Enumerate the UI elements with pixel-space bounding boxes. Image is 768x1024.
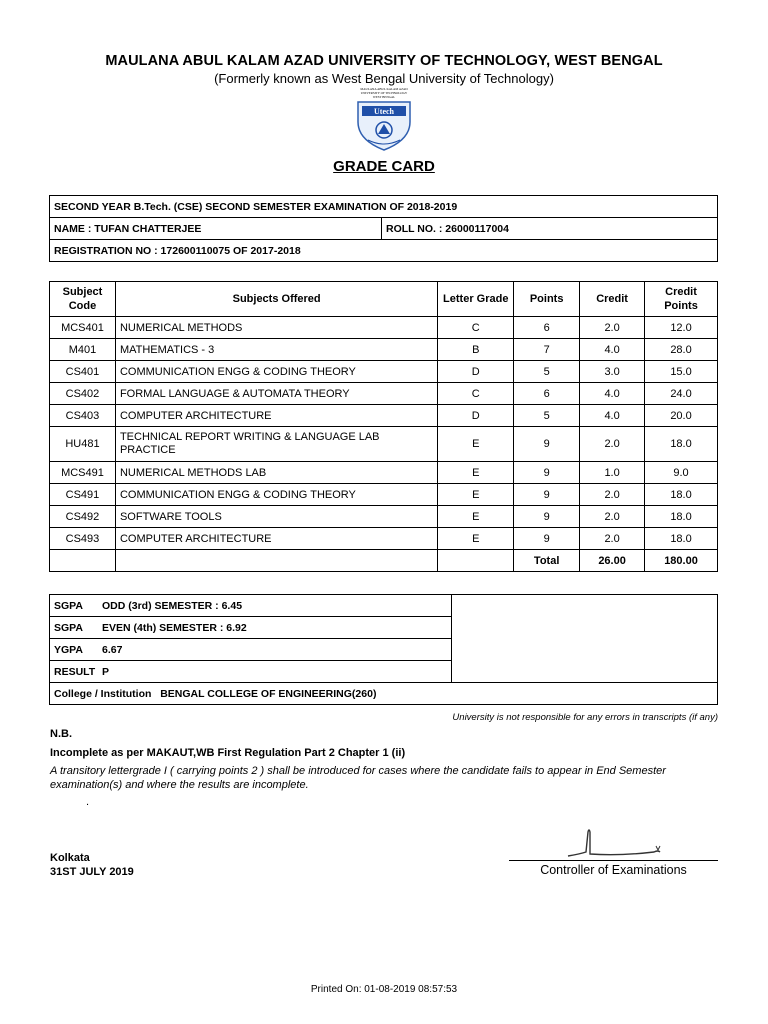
header-letter-grade: Letter Grade — [438, 282, 514, 317]
letter-grade: E — [438, 462, 514, 484]
points: 5 — [514, 405, 580, 427]
subject-name: COMMUNICATION ENGG & CODING THEORY — [115, 484, 437, 506]
credit-points: 18.0 — [645, 528, 718, 550]
student-info-table — [49, 195, 718, 262]
table-row — [50, 462, 718, 484]
table-row — [50, 361, 718, 383]
university-name: MAULANA ABUL KALAM AZAD UNIVERSITY OF TECHNOLOGY, WEST BENGAL — [105, 53, 663, 69]
subject-code: MCS401 — [50, 317, 116, 339]
letter-grade: B — [438, 339, 514, 361]
credit: 2.0 — [580, 528, 645, 550]
table-row — [50, 528, 718, 550]
subjects-table — [49, 281, 718, 572]
credit: 2.0 — [580, 506, 645, 528]
total-credit: 26.00 — [580, 550, 645, 572]
subject-name: COMMUNICATION ENGG & CODING THEORY — [115, 361, 437, 383]
points: 5 — [514, 361, 580, 383]
sgpa-odd: SGPA ODD (3rd) SEMESTER : 6.45 — [50, 595, 452, 617]
result: RESULT P — [50, 661, 452, 683]
credit: 4.0 — [580, 383, 645, 405]
exam-title: SECOND YEAR B.Tech. (CSE) SECOND SEMESTER EXAMINATION OF 2018-2019 — [50, 196, 718, 218]
subject-code: CS401 — [50, 361, 116, 383]
letter-grade: D — [438, 405, 514, 427]
credit: 1.0 — [580, 462, 645, 484]
subject-code: CS491 — [50, 484, 116, 506]
credit-points: 20.0 — [645, 405, 718, 427]
controller-title: Controller of Examinations — [540, 863, 687, 877]
subject-code: CS402 — [50, 383, 116, 405]
results-table — [49, 594, 718, 705]
header-credit-points: Credit Points — [645, 282, 718, 317]
subject-code: M401 — [50, 339, 116, 361]
header-subjects-offered: Subjects Offered — [115, 282, 437, 317]
registration-number: REGISTRATION NO : 172600110075 OF 2017-2018 — [50, 240, 718, 262]
table-row — [50, 383, 718, 405]
table-row — [50, 427, 718, 462]
university-logo — [344, 86, 424, 152]
letter-grade: E — [438, 528, 514, 550]
credit-points: 28.0 — [645, 339, 718, 361]
table-row — [50, 317, 718, 339]
letter-grade: C — [438, 317, 514, 339]
letter-grade: E — [438, 427, 514, 462]
subject-code: HU481 — [50, 427, 116, 462]
printed-on: Printed On: 01-08-2019 08:57:53 — [310, 984, 458, 995]
subject-code: MCS491 — [50, 462, 116, 484]
points: 9 — [514, 484, 580, 506]
credit-points: 15.0 — [645, 361, 718, 383]
points: 7 — [514, 339, 580, 361]
total-label: Total — [514, 550, 580, 572]
points: 9 — [514, 506, 580, 528]
header-points: Points — [514, 282, 580, 317]
credit-points: 18.0 — [645, 427, 718, 462]
points: 9 — [514, 462, 580, 484]
points: 6 — [514, 317, 580, 339]
credit: 2.0 — [580, 484, 645, 506]
incomplete-note: Incomplete as per MAKAUT,WB First Regulation Part 2 Chapter 1 (ii) — [50, 747, 406, 759]
logo-caption-2: UNIVERSITY OF TECHNOLOGY — [360, 91, 408, 95]
signature-line — [509, 860, 718, 861]
points: 9 — [514, 528, 580, 550]
subject-name: FORMAL LANGUAGE & AUTOMATA THEORY — [115, 383, 437, 405]
ygpa: YGPA 6.67 — [50, 639, 452, 661]
credit: 2.0 — [580, 427, 645, 462]
credit-points: 9.0 — [645, 462, 718, 484]
letter-grade: D — [438, 361, 514, 383]
header-credit: Credit — [580, 282, 645, 317]
student-name: NAME : TUFAN CHATTERJEE — [50, 218, 382, 240]
table-row — [50, 484, 718, 506]
credit: 4.0 — [580, 405, 645, 427]
subject-code: CS403 — [50, 405, 116, 427]
total-row — [50, 550, 718, 572]
header-subject-code: Subject Code — [50, 282, 116, 317]
subject-code: CS492 — [50, 506, 116, 528]
credit: 4.0 — [580, 339, 645, 361]
subject-name: COMPUTER ARCHITECTURE — [115, 528, 437, 550]
logo-text: Utech — [374, 107, 394, 116]
table-row — [50, 339, 718, 361]
controller-signature — [560, 826, 680, 864]
credit-points: 18.0 — [645, 506, 718, 528]
subject-name: TECHNICAL REPORT WRITING & LANGUAGE LAB PRACTICE — [115, 427, 437, 462]
credit: 3.0 — [580, 361, 645, 383]
logo-caption-1: MAULANA ABUL KALAM AZAD — [360, 87, 408, 91]
points: 9 — [514, 427, 580, 462]
roll-number: ROLL NO. : 26000117004 — [382, 218, 718, 240]
disclaimer: University is not responsible for any errors in transcripts (if any) — [452, 712, 718, 723]
table-row — [50, 506, 718, 528]
subject-code: CS493 — [50, 528, 116, 550]
letter-grade: C — [438, 383, 514, 405]
dot-mark: . — [86, 796, 90, 808]
credit-points: 12.0 — [645, 317, 718, 339]
issue-date: 31ST JULY 2019 — [50, 866, 134, 878]
issue-city: Kolkata — [50, 852, 90, 864]
logo-caption-3: WEST BENGAL — [372, 95, 396, 99]
table-row — [50, 405, 718, 427]
points: 6 — [514, 383, 580, 405]
credit-points: 18.0 — [645, 484, 718, 506]
subject-name: MATHEMATICS - 3 — [115, 339, 437, 361]
credit-points: 24.0 — [645, 383, 718, 405]
nb-label: N.B. — [50, 728, 72, 740]
transitory-note: A transitory lettergrade I ( carrying points 2 ) shall be introduced for cases where the candidate fails to appear in End Semester examination(s) and where the results are incomplete. — [50, 765, 666, 791]
grade-card-title: GRADE CARD — [333, 158, 435, 175]
credit: 2.0 — [580, 317, 645, 339]
sgpa-even: SGPA EVEN (4th) SEMESTER : 6.92 — [50, 617, 452, 639]
total-credit-points: 180.00 — [645, 550, 718, 572]
subject-name: NUMERICAL METHODS LAB — [115, 462, 437, 484]
college-institution: College / Institution BENGAL COLLEGE OF ENGINEERING(260) — [50, 683, 718, 705]
subject-name: SOFTWARE TOOLS — [115, 506, 437, 528]
university-former-name: (Formerly known as West Bengal University of Technology) — [214, 71, 554, 86]
letter-grade: E — [438, 506, 514, 528]
letter-grade: E — [438, 484, 514, 506]
subject-name: NUMERICAL METHODS — [115, 317, 437, 339]
subject-name: COMPUTER ARCHITECTURE — [115, 405, 437, 427]
